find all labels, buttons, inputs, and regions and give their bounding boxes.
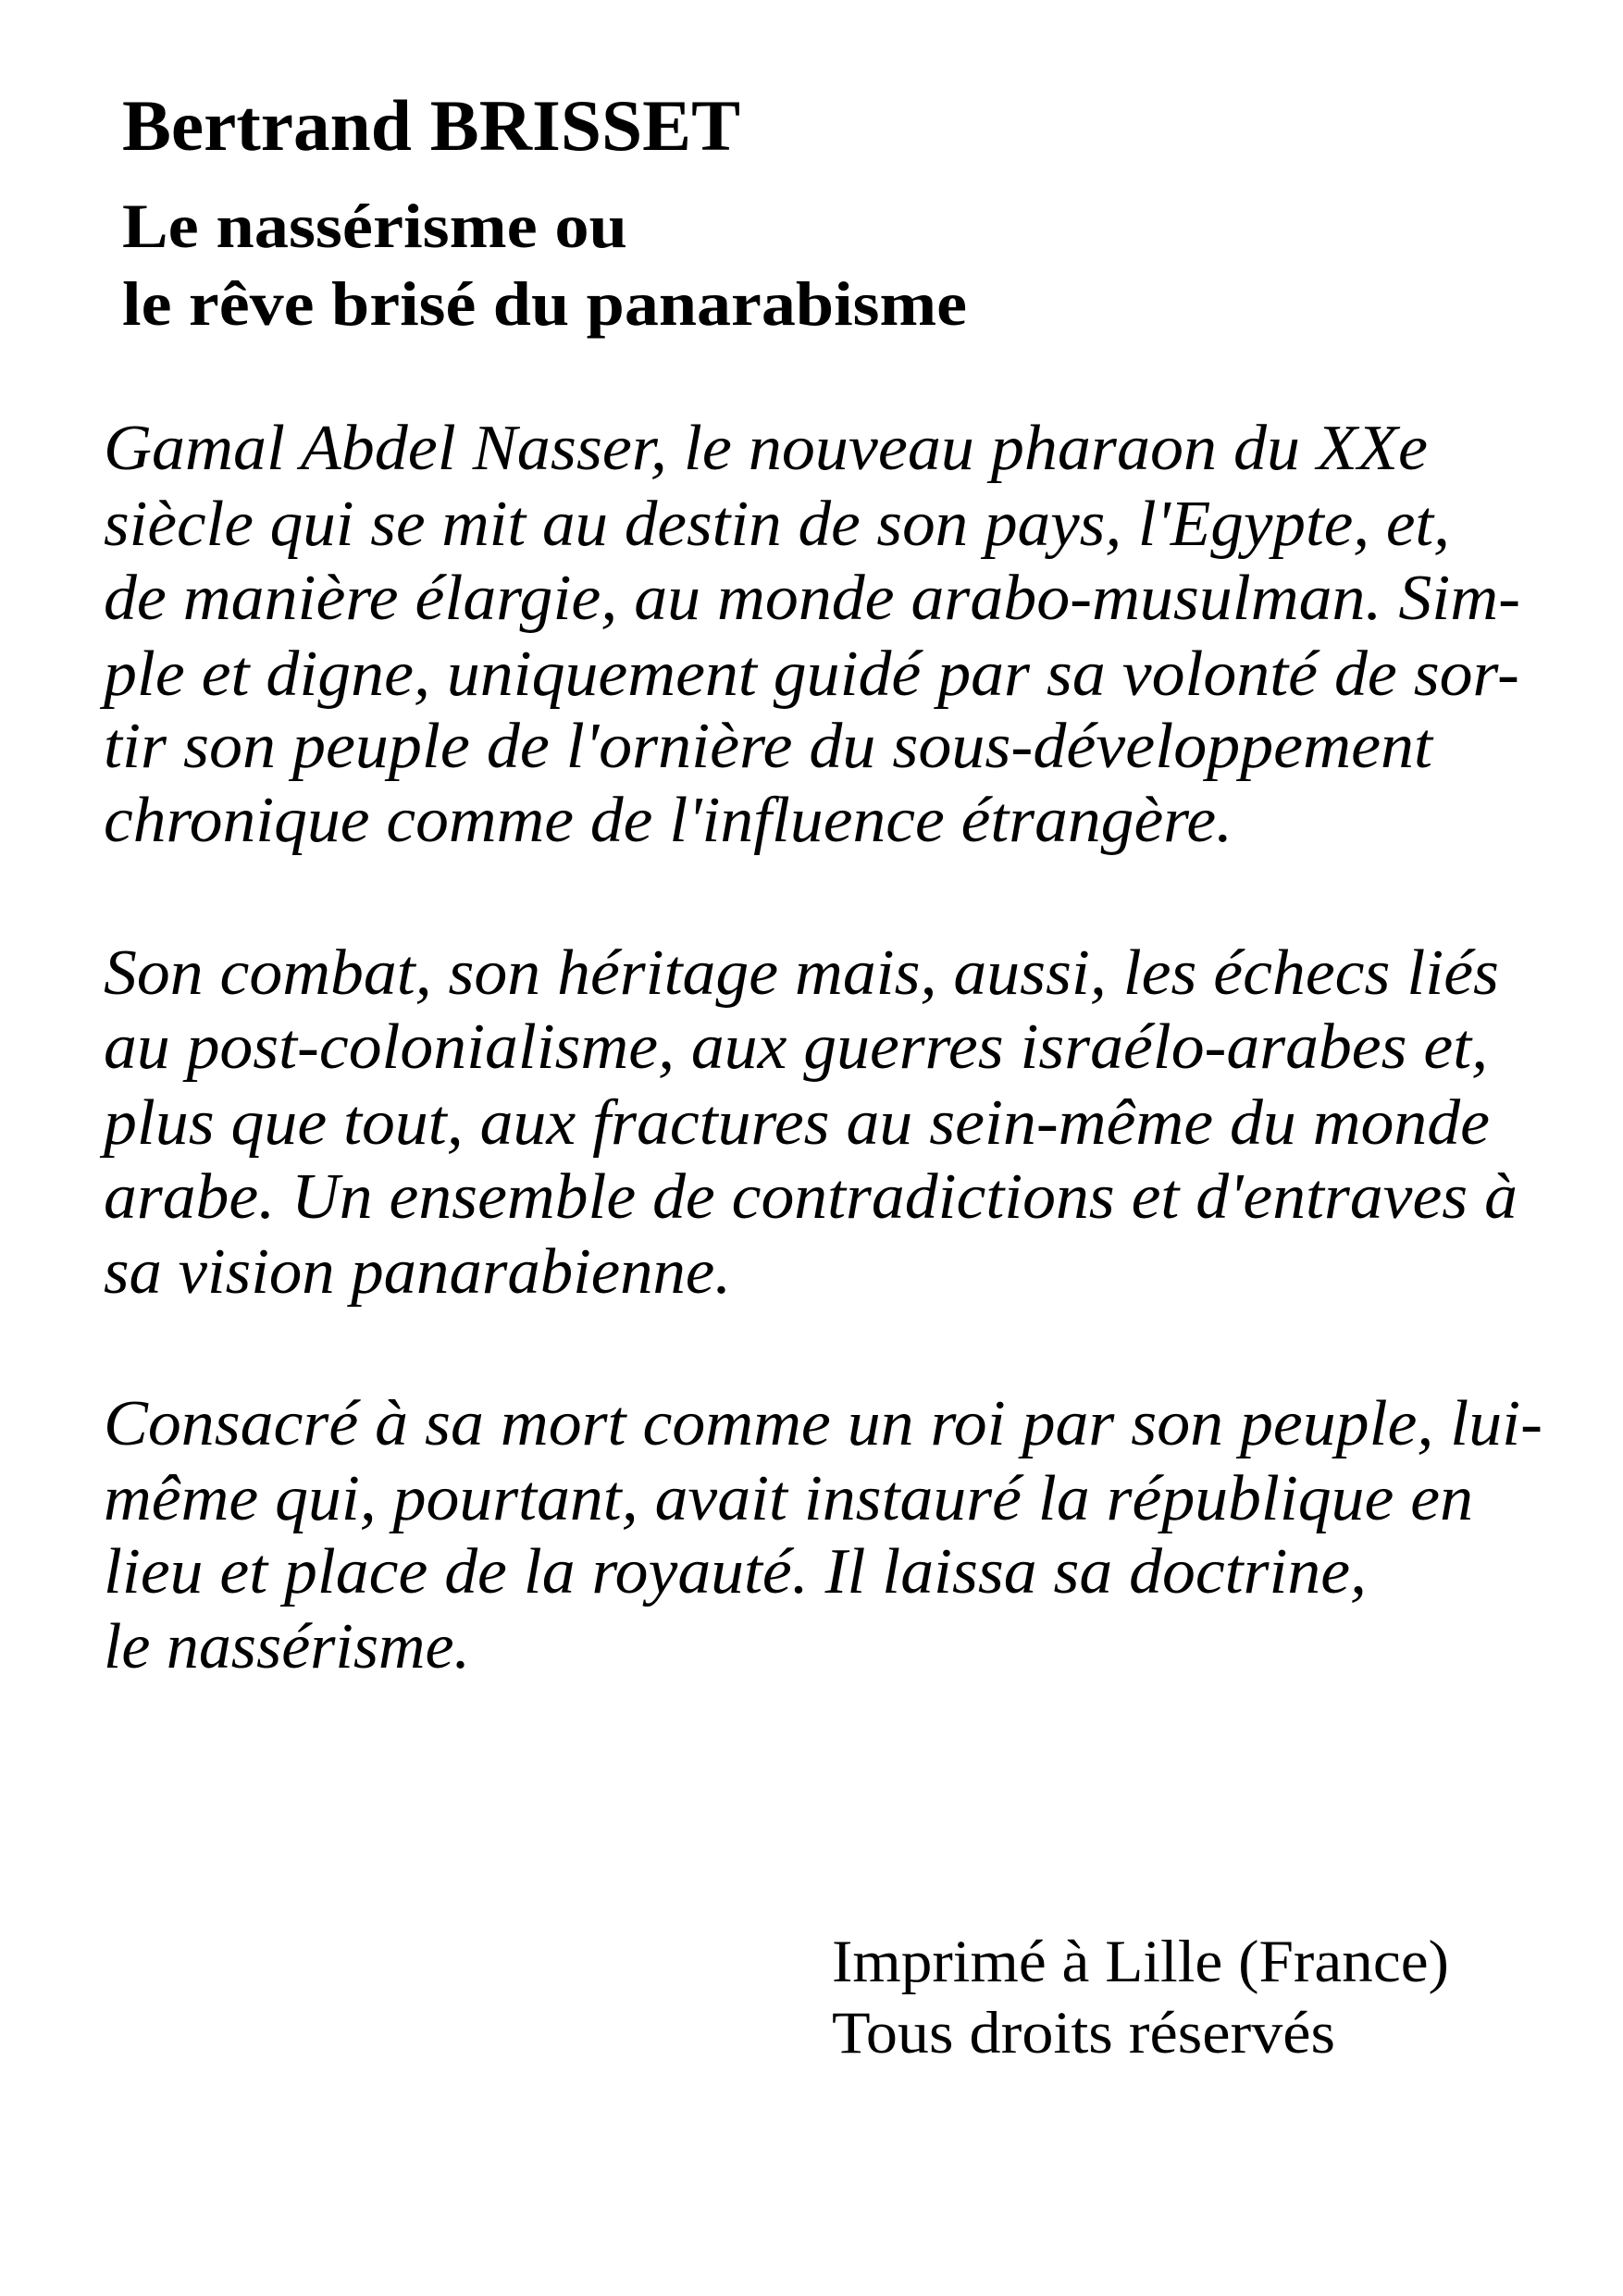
- book-title-line: le rêve brisé du panarabisme: [122, 268, 968, 340]
- summary-line: le nassérisme.: [104, 1610, 470, 1682]
- summary-line: au post-colonialisme, aux guerres israélo-arabes et,: [104, 1011, 1489, 1083]
- summary-line: tir son peuple de l'ornière du sous-développement: [104, 710, 1433, 782]
- summary-line: lieu et place de la royauté. Il laissa sa doctrine,: [104, 1535, 1367, 1607]
- summary-line: Son combat, son héritage mais, aussi, les échecs liés: [104, 937, 1499, 1009]
- summary-line: de manière élargie, au monde arabo-musulman. Sim-: [104, 562, 1521, 634]
- summary-line: sa vision panarabienne.: [104, 1235, 732, 1308]
- summary-line: Gamal Abdel Nasser, le nouveau pharaon du XXe: [104, 412, 1428, 484]
- summary-line: arabe. Un ensemble de contradictions et d'entraves à: [104, 1160, 1518, 1233]
- summary-line: même qui, pourtant, avait instauré la république en: [104, 1462, 1473, 1534]
- book-title-line: Le nassérisme ou: [122, 191, 627, 262]
- summary-line: chronique comme de l'influence étrangère.: [104, 784, 1233, 856]
- summary-line: plus que tout, aux fractures au sein-même du monde: [104, 1086, 1491, 1159]
- summary-line: Consacré à sa mort comme un roi par son peuple, lui-: [104, 1387, 1543, 1459]
- rights-notice: Tous droits réservés: [832, 2000, 1336, 2067]
- imprint-location: Imprimé à Lille (France): [832, 1929, 1449, 1996]
- author-name: Bertrand BRISSET: [122, 84, 741, 166]
- summary-line: siècle qui se mit au destin de son pays, l'Egypte, et,: [104, 488, 1450, 560]
- summary-line: ple et digne, uniquement guidé par sa volonté de sor-: [104, 638, 1519, 710]
